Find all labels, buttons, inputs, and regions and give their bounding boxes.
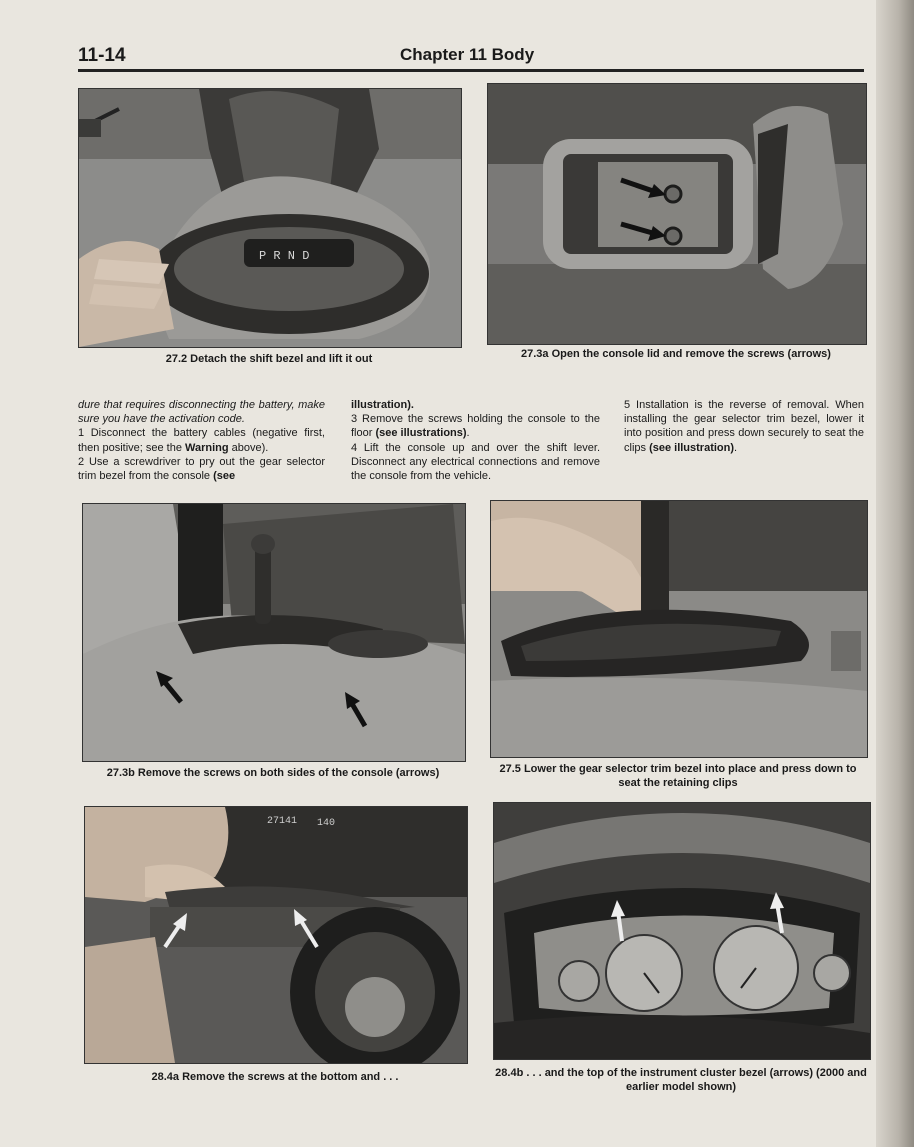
cluster-top-screws-photo [494, 803, 870, 1059]
step-3-end: . [466, 427, 470, 440]
photo-28-4a [84, 806, 468, 1064]
caption-27-5: 27.5 Lower the gear selector trim bezel into place and press down to seat the retaining clips [499, 763, 857, 789]
caption-28-4b: 28.4b . . . and the top of the instrument cluster bezel (arrows) (2000 and earlier model shown) [495, 1067, 867, 1093]
shift-bezel-photo [79, 89, 461, 347]
text-column-2 [351, 398, 600, 483]
step-2-text: 2 Use a screwdriver to pry out the gear selector trim bezel from the console [78, 455, 325, 483]
photo-27-5 [490, 500, 868, 758]
cluster-bottom-screws-photo [85, 807, 467, 1063]
header-rule [78, 69, 864, 72]
step-1 [78, 426, 325, 454]
bezel-install-photo [491, 501, 867, 757]
step-1-end: above). [228, 441, 269, 454]
step-5-see: (see illustration) [649, 441, 735, 454]
step-4: 4 Lift the console up and over the shift lever. Disconnect any electrical connections and remove the console from the vehicle. [351, 441, 600, 483]
photo-27-2 [78, 88, 462, 348]
page-edge [876, 0, 914, 1147]
caption-27-3a: 27.3a Open the console lid and remove the screws (arrows) [521, 348, 831, 360]
odometer-reading: 27141 [267, 816, 298, 827]
step-2-continued: illustration). [351, 399, 414, 411]
paragraph-intro: dure that requires disconnecting the battery, make sure you have the activation code. [78, 399, 325, 426]
photo-27-3b [82, 503, 466, 762]
step-5-text: 5 Installation is the reverse of removal. When installing the gear selector trim bezel, lower it into position and press down securely to seat the clips [624, 399, 864, 454]
step-3-see: (see illustrations) [375, 427, 467, 440]
caption-27-2: 27.2 Detach the shift bezel and lift it out [165, 353, 373, 365]
step-5-end: . [734, 441, 738, 454]
photo-27-3a [487, 83, 867, 345]
text-column-3 [624, 398, 864, 455]
speed-140: 140 [317, 818, 336, 829]
step-1-text: 1 Disconnect the battery cables (negative first, then positive; see the [78, 427, 325, 454]
gear-letters: P R N D [259, 249, 310, 263]
chapter-title: Chapter 11 Body [400, 45, 535, 64]
caption-28-4a: 28.4a Remove the screws at the bottom and . . . [151, 1071, 399, 1083]
photo-28-4b [493, 802, 871, 1060]
caption-27-3b: 27.3b Remove the screws on both sides of the console (arrows) [106, 767, 440, 779]
step-2 [78, 455, 325, 483]
step-5 [624, 398, 864, 455]
console-screws-photo [83, 504, 465, 761]
step-3 [351, 412, 600, 440]
page-number: 11-14 [78, 45, 126, 66]
step-3-text: 3 Remove the screws holding the console to the floor [351, 413, 600, 440]
page-header [78, 40, 864, 72]
text-column-1 [78, 398, 325, 483]
step-2-see: (see [213, 470, 236, 483]
console-lid-photo [488, 84, 866, 344]
warning-ref: Warning [185, 441, 229, 454]
